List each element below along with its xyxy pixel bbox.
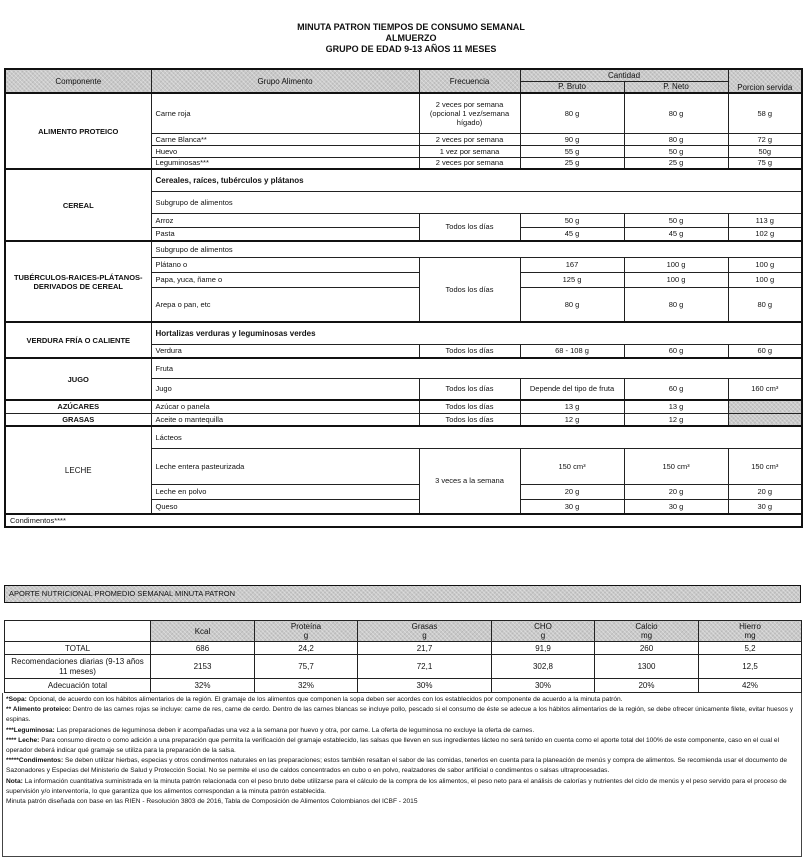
condimentos-label: Condimentos**** (5, 514, 802, 527)
row-label: Adecuación total (5, 679, 151, 693)
food-name: Papa, yuca, ñame o (151, 272, 419, 287)
porcion: 60 g (728, 344, 802, 358)
subgroup-label: Subgrupo de alimentos (151, 191, 802, 213)
p-bruto: 25 g (520, 157, 624, 169)
p-bruto: 80 g (520, 93, 624, 133)
food-name: Leche en polvo (151, 484, 419, 499)
food-name: Carne Blanca** (151, 133, 419, 145)
food-name: Leguminosas*** (151, 157, 419, 169)
porcion: 113 g (728, 213, 802, 227)
nutrition-row-total (5, 642, 802, 655)
note-text: Opcional, de acuerdo con los hábitos alimentarios de la región. El gramaje de los alimentos que componen la sopa deben ser acordes con los establecidos por componente de acuerdo a la minuta patrón. (26, 696, 623, 703)
component-proteico: ALIMENTO PROTEICO (5, 93, 151, 169)
value-kcal: 2153 (151, 655, 255, 679)
porcion-shaded (728, 400, 802, 413)
note-label: ** Alimento proteico: (6, 706, 71, 714)
frequency: 2 veces por semana (419, 133, 520, 145)
food-name: Queso (151, 499, 419, 514)
note-text: La información cuantitativa suministrada en la minuta patrón relacionada con el peso bruto debe utilizarse para el cálculo de la compra de los alimentos, el peso neto para el análisis de calorías y nutrientes del ciclo de menús y el peso servido para el proceso de supervisión y/o interventoría, lo que garantiza que los alimentos correspondan a la minuta patrón establecida. (6, 777, 787, 795)
p-neto: 20 g (624, 484, 728, 499)
note-leguminosa (6, 726, 798, 736)
food-name: Verdura (151, 344, 419, 358)
nutrition-table (4, 620, 802, 693)
table-row (5, 169, 802, 191)
p-bruto: 13 g (520, 400, 624, 413)
column-unit: mg (744, 631, 756, 640)
table-row (5, 400, 802, 413)
document-subtitle: ALMUERZO (385, 33, 437, 43)
note-nota (6, 777, 798, 797)
p-neto: 60 g (624, 344, 728, 358)
document-title-block (0, 22, 804, 55)
age-group: GRUPO DE EDAD 9-13 AÑOS 11 MESES (325, 44, 497, 54)
p-bruto: Depende del tipo de fruta (520, 378, 624, 400)
porcion: 50g (728, 145, 802, 157)
value-hierro: 5,2 (699, 642, 802, 655)
porcion-shaded (728, 413, 802, 426)
food-name: Leche entera pasteurizada (151, 448, 419, 484)
value-proteina: 75,7 (255, 655, 358, 679)
p-bruto: 90 g (520, 133, 624, 145)
nutrition-header-proteina (255, 621, 358, 642)
note-text: Para consumo directo o como adición a una preparación que permita la verificación del gramaje establecido, las salsas que lleven en sus ingredientes lácteo no será tenido en cuenta como el aporte total del 100% de este componente, caso en el cual el operador deberá indicar qué gramaje se utiliza para la preparación de la salsa. (6, 736, 780, 755)
note-label: *Sopa: (6, 696, 27, 703)
note-text: Se deben utilizar hierbas, especias y otros condimentos naturales en las preparaciones; estos también resaltan el sabor de las comidas, tenerlos en cuenta para la planeación de menús y compra de alimentos. Se recomienda usar el documento de Sazonadores y Especias del Ministerio de Salud y Protección Social. No se permite el uso de caldos concentrados en cubo o en polvo, realzadores de sabor artificial o condimentos o salsas ultraprocesadas. (6, 757, 788, 775)
note-proteico (6, 705, 798, 725)
group-title: Fruta (151, 358, 802, 378)
column-name: Proteína (290, 622, 322, 631)
column-unit: g (303, 631, 309, 640)
note-text: Las preparaciones de leguminosa deben ir acompañadas una vez a la semana por huevo y otra, por carne. La oferta de leguminosa no excluye la oferta de carnes. (54, 726, 535, 734)
p-bruto: 50 g (520, 213, 624, 227)
p-neto: 60 g (624, 378, 728, 400)
nutrition-header-blank (5, 621, 151, 642)
component-leche: LECHE (5, 426, 151, 514)
p-neto: 12 g (624, 413, 728, 426)
porcion: 75 g (728, 157, 802, 169)
table-row (5, 93, 802, 133)
note-condimentos (6, 756, 798, 776)
frequency: Todos los días (419, 413, 520, 426)
group-title: Hortalizas verduras y leguminosas verdes (151, 322, 802, 344)
note-leche (6, 736, 798, 756)
column-unit: mg (640, 631, 653, 640)
p-neto: 100 g (624, 272, 728, 287)
frequency: 2 veces por semana (opcional 1 vez/semana hígado) (419, 93, 520, 133)
frequency: 3 veces a la semana (419, 448, 520, 514)
footnotes (2, 693, 802, 857)
nutrition-header-cho (492, 621, 595, 642)
note-sopa (6, 695, 798, 705)
food-name: Huevo (151, 145, 419, 157)
frequency: Todos los días (419, 257, 520, 322)
row-label: Recomendaciones diarias (9-13 años 11 meses) (5, 655, 151, 679)
porcion: 58 g (728, 93, 802, 133)
p-bruto: 12 g (520, 413, 624, 426)
header-p-neto: P. Neto (624, 81, 728, 93)
value-calcio: 1300 (595, 655, 699, 679)
p-neto: 13 g (624, 400, 728, 413)
p-bruto: 30 g (520, 499, 624, 514)
porcion: 102 g (728, 227, 802, 241)
frequency: Todos los días (419, 213, 520, 241)
header-porcion-servida: Porcion servida (728, 69, 802, 93)
frequency: 1 vez por semana (419, 145, 520, 157)
column-name: CHO (534, 622, 552, 631)
group-title: Lácteos (151, 426, 802, 448)
porcion: 30 g (728, 499, 802, 514)
food-name: Aceite o mantequilla (151, 413, 419, 426)
p-neto: 150 cm³ (624, 448, 728, 484)
p-bruto: 80 g (520, 287, 624, 322)
table-row (5, 413, 802, 426)
food-name: Arepa o pan, etc (151, 287, 419, 322)
porcion: 160 cm³ (728, 378, 802, 400)
value-proteina: 32% (255, 679, 358, 693)
note-label: **** Leche: (6, 736, 40, 744)
frequency: Todos los días (419, 378, 520, 400)
porcion: 72 g (728, 133, 802, 145)
component-grasas: GRASAS (5, 413, 151, 426)
menu-pattern-table (4, 68, 803, 528)
p-bruto: 20 g (520, 484, 624, 499)
value-cho: 30% (492, 679, 595, 693)
value-calcio: 20% (595, 679, 699, 693)
header-frecuencia: Frecuencia (419, 69, 520, 93)
column-unit: g (422, 631, 427, 640)
row-label: TOTAL (5, 642, 151, 655)
porcion: 20 g (728, 484, 802, 499)
column-name: Kcal (194, 626, 211, 636)
note-label: Nota: (6, 777, 23, 785)
value-calcio: 260 (595, 642, 699, 655)
porcion: 100 g (728, 257, 802, 272)
column-name: Hierro (739, 622, 761, 631)
table-row (5, 358, 802, 378)
column-name: Grasas (411, 622, 438, 631)
nutrition-row-adecuacion (5, 679, 802, 693)
porcion: 150 cm³ (728, 448, 802, 484)
component-verdura: VERDURA FRÍA O CALIENTE (5, 322, 151, 358)
p-bruto: 150 cm³ (520, 448, 624, 484)
p-bruto: 45 g (520, 227, 624, 241)
frequency: Todos los días (419, 400, 520, 413)
document-title: MINUTA PATRON TIEMPOS DE CONSUMO SEMANAL (297, 22, 525, 32)
food-name: Pasta (151, 227, 419, 241)
nutrition-header-calcio (595, 621, 699, 642)
note-text: Dentro de las carnes rojas se incluye: carne de res, carne de cerdo. Dentro de las carnes blancas se incluye pollo, pescado si el consumo de éste se adecue a los hábitos alimentarios de la región, se debe ofrecer únicamente filete, evitar huesos y espinas. (6, 706, 794, 724)
value-cho: 302,8 (492, 655, 595, 679)
header-cantidad: Cantidad (520, 69, 728, 81)
p-neto: 80 g (624, 287, 728, 322)
header-p-bruto: P. Bruto (520, 81, 624, 93)
value-hierro: 42% (699, 679, 802, 693)
note-label: *****Condimentos: (6, 757, 64, 765)
p-neto: 50 g (624, 145, 728, 157)
table-row (5, 514, 802, 527)
component-cereal: CEREAL (5, 169, 151, 241)
p-neto: 25 g (624, 157, 728, 169)
p-bruto: 167 (520, 257, 624, 272)
frequency: Todos los días (419, 344, 520, 358)
table-row (5, 241, 802, 257)
food-name: Plátano o (151, 257, 419, 272)
column-unit: g (540, 631, 546, 640)
note-text: Minuta patrón diseñada con base en las RIEN - Resolución 3803 de 2016, Tabla de Composición de Alimentos Colombianos del ICBF - 2015 (6, 798, 418, 806)
subgroup-label: Subgrupo de alimentos (151, 241, 802, 257)
p-bruto: 68 - 108 g (520, 344, 624, 358)
food-name: Jugo (151, 378, 419, 400)
nutrition-header-kcal (151, 621, 255, 642)
porcion: 80 g (728, 287, 802, 322)
aporte-nutricional-header: APORTE NUTRICIONAL PROMEDIO SEMANAL MINUTA PATRON (4, 585, 801, 603)
porcion: 100 g (728, 272, 802, 287)
frequency: 2 veces por semana (419, 157, 520, 169)
value-grasas: 30% (358, 679, 492, 693)
note-label: ***Leguminosa: (6, 726, 55, 734)
value-kcal: 686 (151, 642, 255, 655)
column-name: Calcio (635, 622, 658, 631)
food-name: Carne roja (151, 93, 419, 133)
table-row (5, 426, 802, 448)
note-fuente (6, 797, 798, 807)
value-proteina: 24,2 (255, 642, 358, 655)
header-componente: Componente (5, 69, 151, 93)
p-neto: 30 g (624, 499, 728, 514)
nutrition-header-grasas (358, 621, 492, 642)
p-neto: 80 g (624, 133, 728, 145)
component-jugo: JUGO (5, 358, 151, 400)
value-grasas: 21,7 (358, 642, 492, 655)
p-neto: 100 g (624, 257, 728, 272)
component-azucares: AZÚCARES (5, 400, 151, 413)
p-neto: 80 g (624, 93, 728, 133)
food-name: Azúcar o panela (151, 400, 419, 413)
value-hierro: 12,5 (699, 655, 802, 679)
component-tuberculos: TUBÉRCULOS-RAICES-PLÁTANOS-DERIVADOS DE CEREAL (5, 241, 151, 322)
food-name: Arroz (151, 213, 419, 227)
value-kcal: 32% (151, 679, 255, 693)
p-neto: 50 g (624, 213, 728, 227)
group-title: Cereales, raíces, tubérculos y plátanos (151, 169, 802, 191)
value-cho: 91,9 (492, 642, 595, 655)
p-neto: 45 g (624, 227, 728, 241)
table-row (5, 322, 802, 344)
nutrition-row-recomendaciones (5, 655, 802, 679)
p-bruto: 55 g (520, 145, 624, 157)
nutrition-header-hierro (699, 621, 802, 642)
header-grupo-alimento: Grupo Alimento (151, 69, 419, 93)
value-grasas: 72,1 (358, 655, 492, 679)
p-bruto: 125 g (520, 272, 624, 287)
